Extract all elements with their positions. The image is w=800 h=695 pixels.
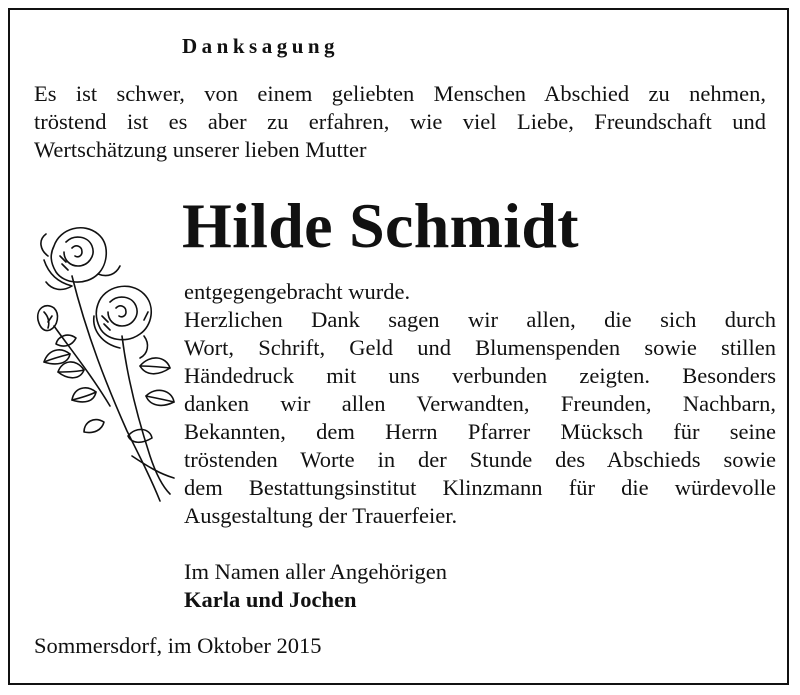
signature-names: Karla und Jochen <box>184 587 357 612</box>
deceased-name: Hilde Schmidt <box>182 190 579 261</box>
body-line: Händedruck mit uns verbunden zeigten. Besonders <box>184 363 776 388</box>
obituary-notice <box>8 8 789 685</box>
notice-heading: Danksagung <box>182 34 340 58</box>
intro-line: Es ist schwer, von einem geliebten Menschen Abschied zu nehmen, <box>34 81 766 106</box>
body-line: entgegengebracht wurde. <box>184 279 411 304</box>
body-line: Wort, Schrift, Geld und Blumenspenden sowie stillen <box>184 335 776 360</box>
body-line: tröstenden Worte in der Stunde des Abschieds sowie <box>184 447 776 472</box>
rose-illustration <box>32 216 182 506</box>
body-line: Bekannten, dem Herrn Pfarrer Mücksch für seine <box>184 419 776 444</box>
place-date: Sommersdorf, im Oktober 2015 <box>34 633 322 658</box>
body-line: Ausgestaltung der Trauerfeier. <box>184 503 458 528</box>
body-line: danken wir allen Verwandten, Freunden, Nachbarn, <box>184 391 776 416</box>
intro-paragraph <box>34 80 766 164</box>
body-line: dem Bestattungsinstitut Klinzmann für die würdevolle <box>184 475 776 500</box>
intro-line: Wertschätzung unserer lieben Mutter <box>34 137 367 162</box>
body-line: Herzlichen Dank sagen wir allen, die sich durch <box>184 307 776 332</box>
intro-line: tröstend ist es aber zu erfahren, wie viel Liebe, Freundschaft und <box>34 109 766 134</box>
signature-intro: Im Namen aller Angehörigen <box>184 559 448 584</box>
thanks-paragraph <box>184 278 776 530</box>
signature-block <box>184 558 447 614</box>
